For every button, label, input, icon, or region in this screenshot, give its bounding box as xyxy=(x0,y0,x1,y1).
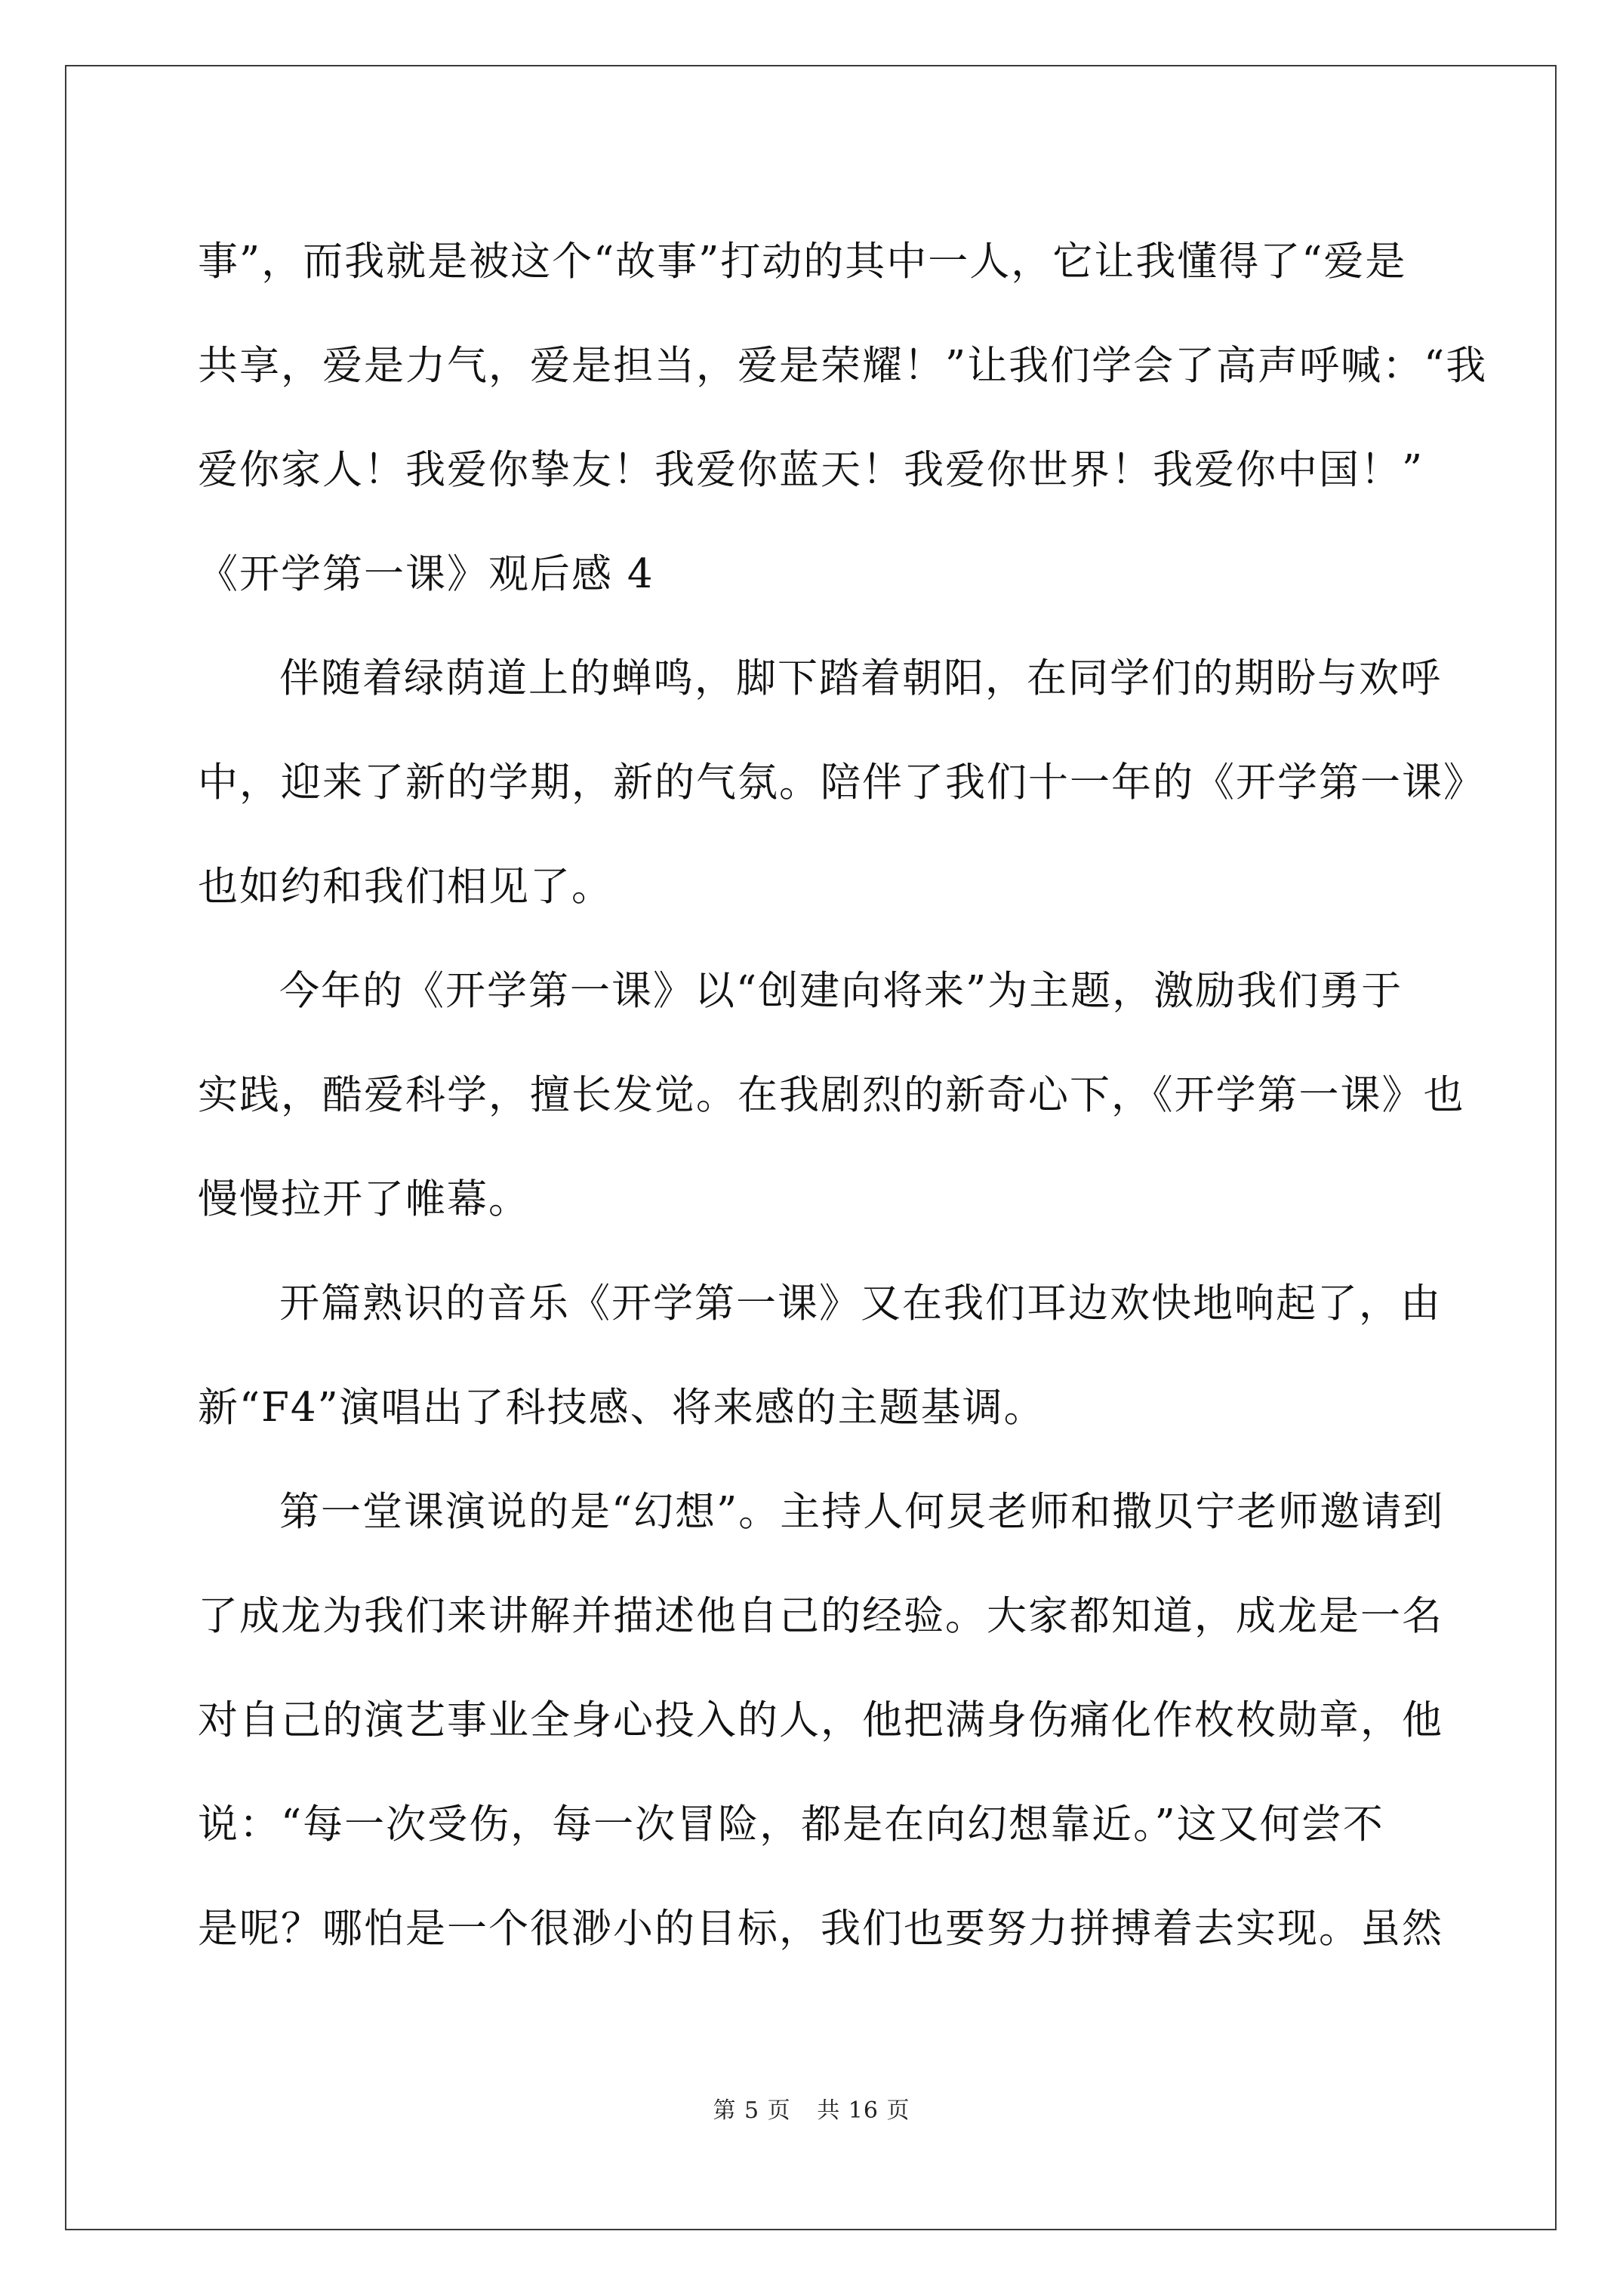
text-line: 慢慢拉开了帷幕。 xyxy=(198,1176,530,1222)
text-line: 开篇熟识的音乐《开学第一课》又在我们耳边欢快地响起了，由 xyxy=(279,1281,1442,1327)
text-line: 事”，而我就是被这个“故事”打动的其中一人，它让我懂得了“爱是 xyxy=(198,239,1407,285)
section-heading: 《开学第一课》观后感 4 xyxy=(198,551,654,597)
page-number: 第 5 页 xyxy=(713,2097,791,2124)
page-total: 共 16 页 xyxy=(817,2097,910,2124)
text-line: 今年的《开学第一课》以“创建向将来”为主题，激励我们勇于 xyxy=(279,968,1403,1014)
text-line: 对自己的演艺事业全身心投入的人，他把满身伤痛化作枚枚勋章，他 xyxy=(198,1697,1443,1743)
text-line: 伴随着绿荫道上的蝉鸣，脚下踏着朝阳，在同学们的期盼与欢呼 xyxy=(279,655,1442,701)
page-footer xyxy=(0,2091,1623,2125)
text-line: 是呢？哪怕是一个很渺小的目标，我们也要努力拼搏着去实现。虽然 xyxy=(198,1906,1443,1952)
text-line: 爱你家人！我爱你挚友！我爱你蓝天！我爱你世界！我爱你中国！” xyxy=(198,447,1424,493)
text-line: 中，迎来了新的学期，新的气氛。陪伴了我们十一年的《开学第一课》 xyxy=(198,760,1485,806)
text-line: 共享，爱是力气，爱是担当，爱是荣耀！”让我们学会了高声呼喊：“我 xyxy=(198,343,1488,389)
text-line: 第一堂课演说的是“幻想”。主持人何炅老师和撒贝宁老师邀请到 xyxy=(279,1489,1445,1535)
document-body xyxy=(198,210,1488,1981)
text-line: 说：“每一次受伤，每一次冒险，都是在向幻想靠近。”这又何尝不 xyxy=(198,1801,1384,1848)
text-line: 实践，酷爱科学，擅长发觉。在我剧烈的新奇心下，《开学第一课》也 xyxy=(198,1072,1465,1118)
text-line: 新“F4”演唱出了科技感、将来感的主题基调。 xyxy=(198,1385,1046,1431)
text-line: 也如约和我们相见了。 xyxy=(198,864,613,910)
text-line: 了成龙为我们来讲解并描述他自己的经验。大家都知道，成龙是一名 xyxy=(198,1593,1443,1639)
